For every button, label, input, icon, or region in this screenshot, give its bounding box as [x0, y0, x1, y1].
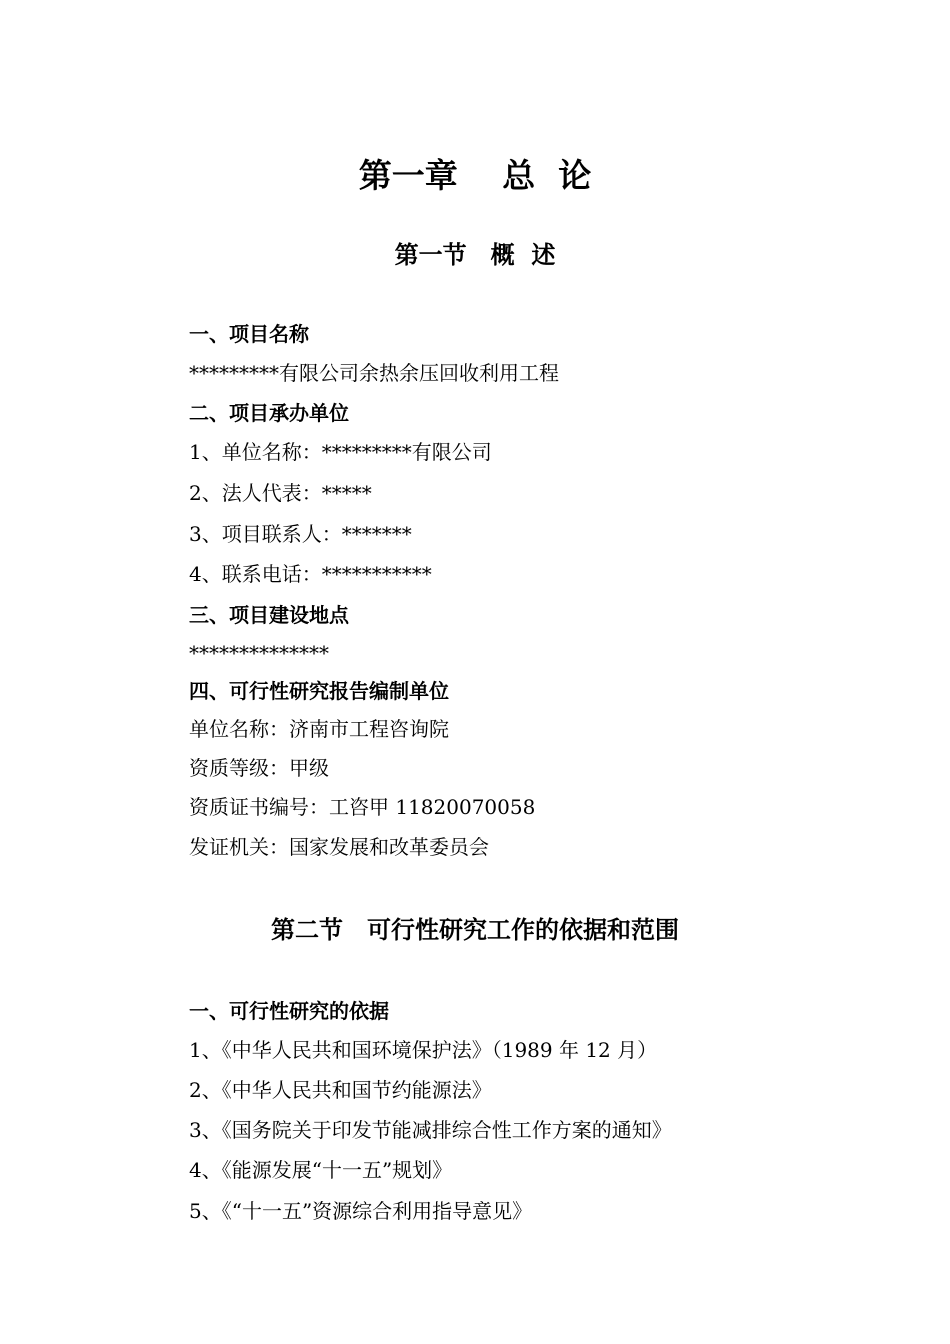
project-name-value: *********有限公司余热余压回收利用工程 [189, 361, 559, 385]
basis-item: 2、《中华人民共和国节约能源法》 [189, 1078, 492, 1102]
organizer-item: 2、法人代表：***** [189, 481, 372, 505]
organizer-item: 1、单位名称：*********有限公司 [189, 440, 492, 464]
site-value: ************** [189, 641, 329, 665]
section-1-title: 第一节 概 述 [394, 240, 556, 269]
site-heading: 三、项目建设地点 [189, 603, 349, 627]
basis-item: 4、《能源发展“十一五”规划》 [189, 1158, 453, 1182]
basis-item: 5、《“十一五”资源综合利用指导意见》 [189, 1199, 533, 1223]
basis-heading: 一、可行性研究的依据 [189, 999, 389, 1023]
report-unit-item: 发证机关：国家发展和改革委员会 [189, 835, 489, 859]
basis-item: 1、《中华人民共和国环境保护法》（1989 年 12 月） [189, 1038, 658, 1062]
organizer-item: 4、联系电话：*********** [189, 562, 432, 586]
report-unit-item: 单位名称：济南市工程咨询院 [189, 717, 449, 741]
project-name-heading: 一、项目名称 [189, 322, 309, 346]
report-unit-item: 资质证书编号：工咨甲 11820070058 [189, 795, 536, 819]
chapter-title: 第一章 总 论 [358, 156, 592, 195]
report-unit-item: 资质等级：甲级 [189, 756, 329, 780]
basis-item: 3、《国务院关于印发节能减排综合性工作方案的通知》 [189, 1118, 672, 1142]
section-2-title: 第二节 可行性研究工作的依据和范围 [271, 915, 679, 944]
organizer-heading: 二、项目承办单位 [189, 401, 349, 425]
organizer-item: 3、项目联系人：******* [189, 522, 412, 546]
report-unit-heading: 四、可行性研究报告编制单位 [189, 679, 449, 703]
